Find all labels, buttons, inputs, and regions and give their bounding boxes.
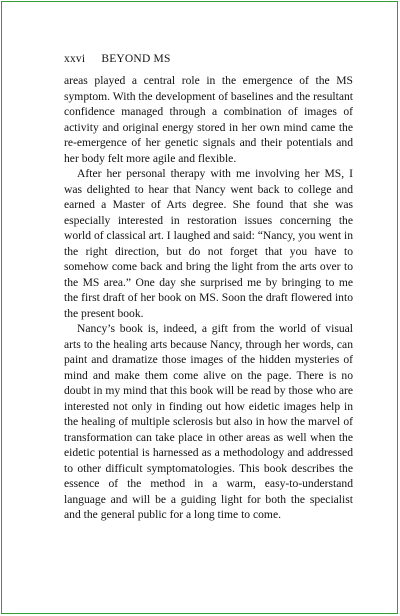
running-head [64, 53, 171, 65]
page-number: xxvi [64, 53, 86, 65]
body-text [64, 73, 353, 523]
paragraph-continued: areas played a central role in the emergence of the MS symptom. With the development of baselines and the resultant confidence managed through a combination of images of activity and original energy stored in her own mind came the re-emergence of her genetic signals and their potentials and her body felt more agile and flexible. [64, 74, 353, 165]
paragraph: Nancy’s book is, indeed, a gift from the world of visual arts to the healing arts because Nancy, through her words, can paint and dramatize those images of the hidden mysteries of mind and make them come alive on the page. There is no doubt in my mind that this book will be read by those who are interested not only in finding out how eidetic images help in the healing of multiple sclerosis but also in how the marvel of transformation can take place in other areas as well when the eidetic potential is harnessed as a methodology and addressed to other difficult symptomatologies. This book describes the essence of the method in a warm, easy-to-understand language and will be a guiding light for both the specialist and the general public for a long time to come. [64, 322, 353, 521]
running-title: BEYOND MS [101, 53, 171, 65]
paragraph: After her personal therapy with me involving her MS, I was delighted to hear that Nancy went back to college and earned a Master of Arts degree. She found that she was especially interested in restoration issues concerning the world of classical art. I laughed and said: “Nancy, you went in the right direction, but do not forget that you have to somehow come back and bring the light from the arts over to the MS area.” One day she surprised me by bringing to me the first draft of her book on MS. Soon the draft flowered into the present book. [64, 167, 353, 320]
book-page [1, 1, 398, 614]
